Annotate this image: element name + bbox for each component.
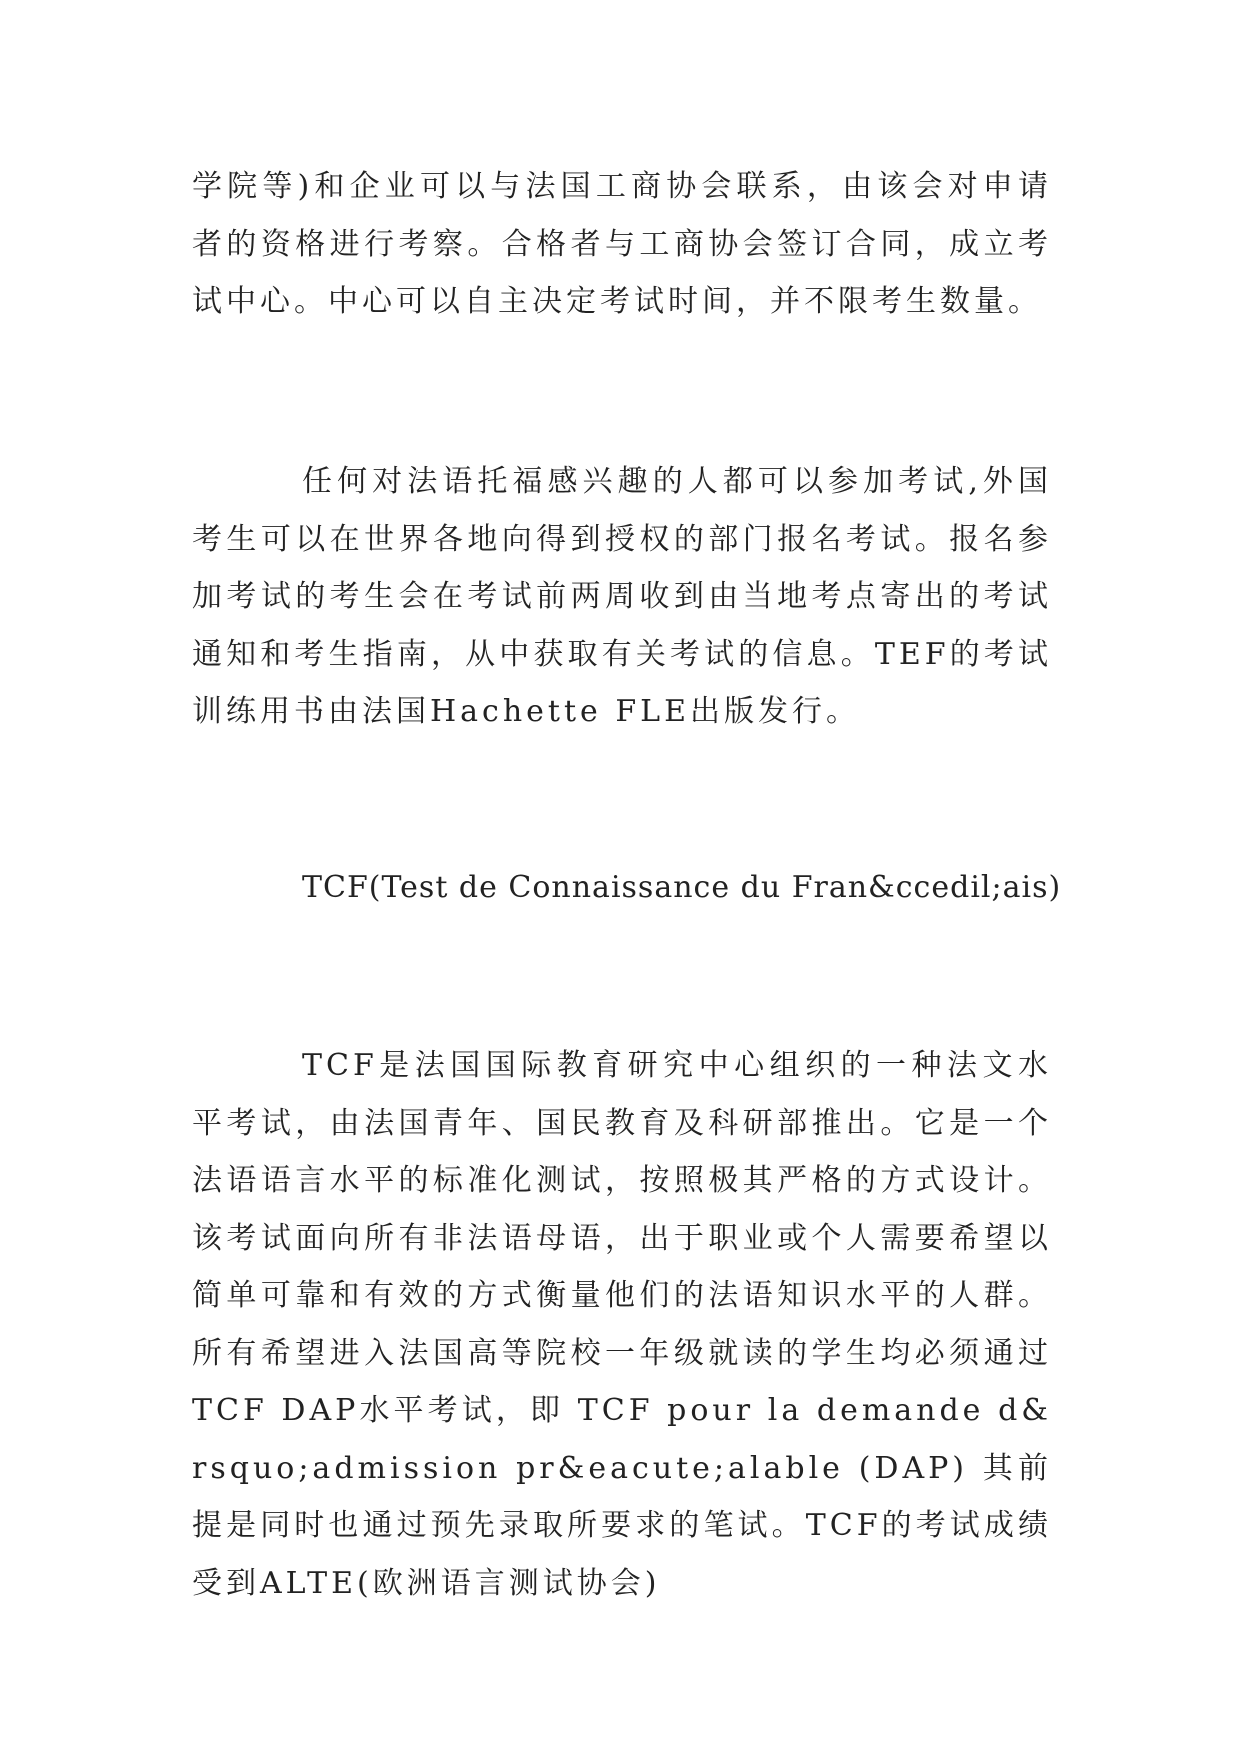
body-paragraph: 学院等)和企业可以与法国工商协会联系，由该会对申请者的资格进行考察。合格者与工商协会签订合同，成立考试中心。中心可以自主决定考试时间，并不限考生数量。 [192, 169, 1052, 319]
section-heading: TCF(Test de Connaissance du Fran&ccedil;ais) [302, 870, 1062, 905]
body-paragraph: TCF是法国国际教育研究中心组织的一种法文水平考试，由法国青年、国民教育及科研部推出。它是一个法语语言水平的标准化测试，按照极其严格的方式设计。该考试面向所有非法语母语，出于职业或个人需要希望以简单可靠和有效的方式衡量他们的法语知识水平的人群。所有希望进入法国高等院校一年级就读的学生均必须通过TCF DAP水平考试，即 TCF pour la demande d&rsquo;admission pr&eacute;alable (DAP) 其前提是同时也通过预先录取所要求的笔试。TCF的考试成绩受到ALTE(欧洲语言测试协会) [192, 1048, 1052, 1601]
body-paragraph: 任何对法语托福感兴趣的人都可以参加考试,外国考生可以在世界各地向得到授权的部门报名考试。报名参加考试的考生会在考试前两周收到由当地考点寄出的考试通知和考生指南，从中获取有关考试的信息。TEF的考试训练用书由法国Hachette FLE出版发行。 [192, 464, 1052, 729]
